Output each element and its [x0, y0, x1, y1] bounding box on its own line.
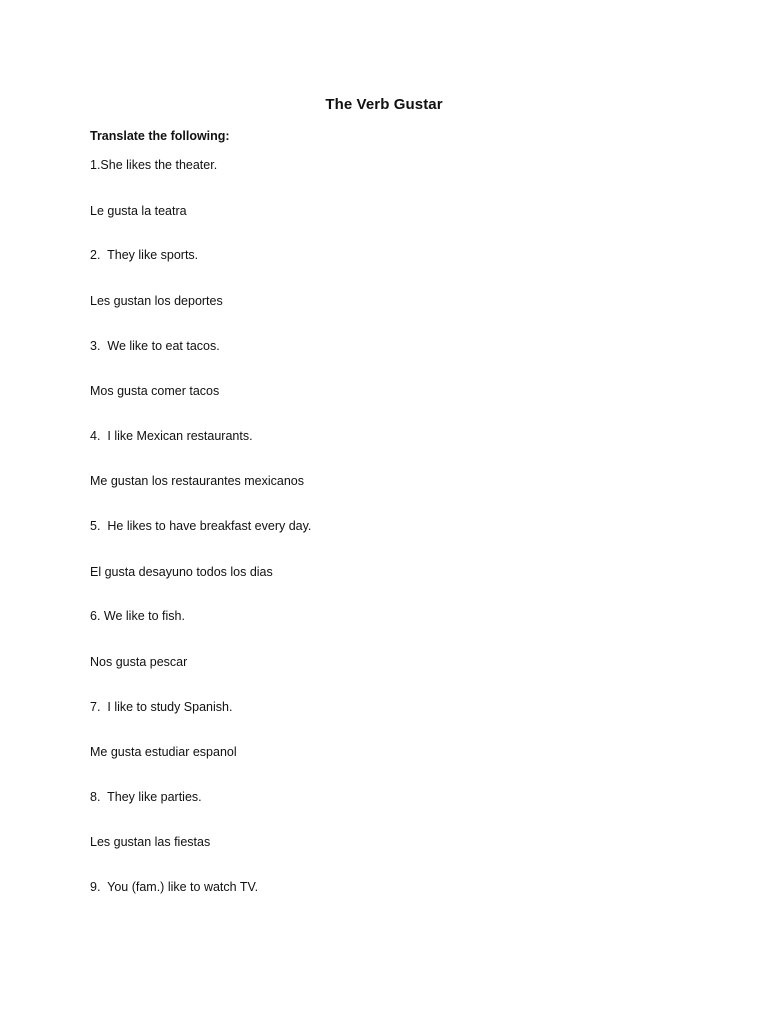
answer-4: Me gustan los restaurantes mexicanos — [90, 474, 304, 488]
question-5: 5. He likes to have breakfast every day. — [90, 519, 312, 533]
question-7: 7. I like to study Spanish. — [90, 700, 233, 714]
question-1: 1.She likes the theater. — [90, 158, 218, 172]
question-3: 3. We like to eat tacos. — [90, 339, 220, 353]
answer-7: Me gusta estudiar espanol — [90, 745, 237, 759]
answer-8: Les gustan las fiestas — [90, 835, 211, 849]
answer-1: Le gusta la teatra — [90, 204, 187, 218]
question-8: 8. They like parties. — [90, 790, 202, 804]
answer-5: El gusta desayuno todos los dias — [90, 565, 273, 579]
page-title: The Verb Gustar — [325, 96, 443, 113]
question-9: 9. You (fam.) like to watch TV. — [90, 880, 259, 894]
question-4: 4. I like Mexican restaurants. — [90, 429, 253, 443]
answer-6: Nos gusta pescar — [90, 655, 188, 669]
instruction-text: Translate the following: — [90, 129, 230, 143]
question-2: 2. They like sports. — [90, 248, 199, 262]
answer-2: Les gustan los deportes — [90, 294, 223, 308]
answer-3: Mos gusta comer tacos — [90, 384, 220, 398]
question-6: 6. We like to fish. — [90, 609, 185, 623]
